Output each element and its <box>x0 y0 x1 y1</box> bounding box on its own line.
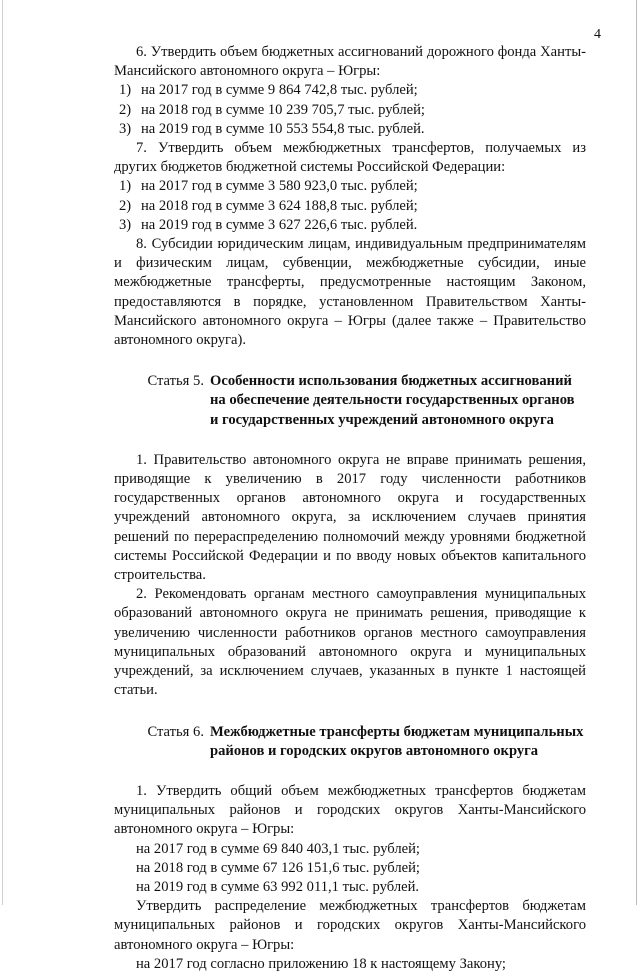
list-item-text: на 2019 год в сумме 10 553 554,8 тыс. рублей. <box>141 120 425 137</box>
article-title <box>210 372 575 430</box>
amount-line: на 2019 год в сумме 63 992 011,1 тыс. рублей. <box>136 878 420 895</box>
list-item-number: 1) <box>119 178 132 195</box>
list-item <box>114 216 586 235</box>
list-item <box>114 177 586 196</box>
article-title-line: на обеспечение деятельности государственных органов <box>210 392 575 409</box>
article-number: Статья 6. <box>147 723 204 740</box>
paragraph-6-intro: 6. Утвердить объем бюджетных ассигнований дорожного фонда Ханты-Мансийского автономного округа – Югры: <box>114 44 586 80</box>
list-item-text: на 2017 год в сумме 9 864 742,8 тыс. рублей; <box>141 82 418 99</box>
article-title-line: Межбюджетные трансферты бюджетам муниципальных <box>210 723 584 740</box>
page-number: 4 <box>594 27 601 42</box>
article-title-line: Особенности использования бюджетных ассигнований <box>210 373 572 390</box>
list-item-text: на 2018 год в сумме 3 624 188,8 тыс. рублей; <box>141 197 418 214</box>
amount-line: на 2018 год в сумме 67 126 151,6 тыс. рублей; <box>136 859 420 876</box>
article-number: Статья 5. <box>147 373 204 390</box>
article-5-paragraph-1: 1. Правительство автономного округа не вправе принимать решения, приводящие к увеличению в 2017 году численности работников государственных органов автономного округа и государственных учреждений автономного округа, за исключением случаев принятия решений по перераспределению полномочий между уровнями бюджетной системы Российской Федерации и по вводу новых объектов капитального строительства. <box>114 451 586 584</box>
list-item-text: на 2018 год в сумме 10 239 705,7 тыс. рублей; <box>141 101 425 118</box>
page-edge-left <box>2 0 3 905</box>
document-body <box>114 43 586 974</box>
article-title-line: и государственных учреждений автономного округа <box>210 411 554 428</box>
page-edge-right <box>636 0 637 905</box>
list-item-text: на 2019 год в сумме 3 627 226,6 тыс. рублей. <box>141 216 418 233</box>
appendix-reference-line: на 2017 год согласно приложению 18 к настоящему Закону; <box>136 955 506 972</box>
amount-line: на 2017 год в сумме 69 840 403,1 тыс. рублей; <box>136 840 420 857</box>
article-5-paragraph-2: 2. Рекомендовать органам местного самоуправления муниципальных образований автономного округа не принимать решения, приводящие к увеличению численности работников органов местного самоуправления муниципальных образований автономного округа и муниципальных учреждений, за исключением случаев, указанных в пункте 1 настоящей статьи. <box>114 586 586 699</box>
list-item-number: 2) <box>119 197 132 214</box>
list-item-number: 3) <box>119 216 132 233</box>
list-item <box>114 81 586 100</box>
article-6-paragraph-2: Утвердить распределение межбюджетных трансфертов бюджетам муниципальных районов и городских округов Ханты-Мансийского автономного округа – Югры: <box>114 898 586 953</box>
list-item-number: 3) <box>119 120 132 137</box>
list-item <box>114 120 586 139</box>
article-6-paragraph-1: 1. Утвердить общий объем межбюджетных трансфертов бюджетам муниципальных районов и городских округов Ханты-Мансийского автономного округа – Югры: <box>114 782 586 838</box>
list-item-number: 2) <box>119 101 132 118</box>
list-item <box>114 101 586 120</box>
article-6-heading <box>114 723 586 761</box>
list-item-text: на 2017 год в сумме 3 580 923,0 тыс. рублей; <box>141 178 418 195</box>
article-title-line: районов и городских округов автономного округа <box>210 742 539 759</box>
list-item-number: 1) <box>119 82 132 99</box>
article-title <box>210 723 583 761</box>
list-item <box>114 197 586 216</box>
paragraph-8: 8. Субсидии юридическим лицам, индивидуальным предпринимателям и физическим лицам, субвенции, межбюджетные субсидии, иные межбюджетные трансферты, предусмотренные настоящим Законом, предоставляются в порядке, установленном Правительством Ханты-Мансийского автономного округа – Югры (далее также – Правительство автономного округа). <box>114 236 586 349</box>
paragraph-7-intro: 7. Утвердить объем межбюджетных трансфертов, получаемых из других бюджетов бюджетной системы Российской Федерации: <box>114 140 586 176</box>
article-5-heading <box>114 372 586 430</box>
